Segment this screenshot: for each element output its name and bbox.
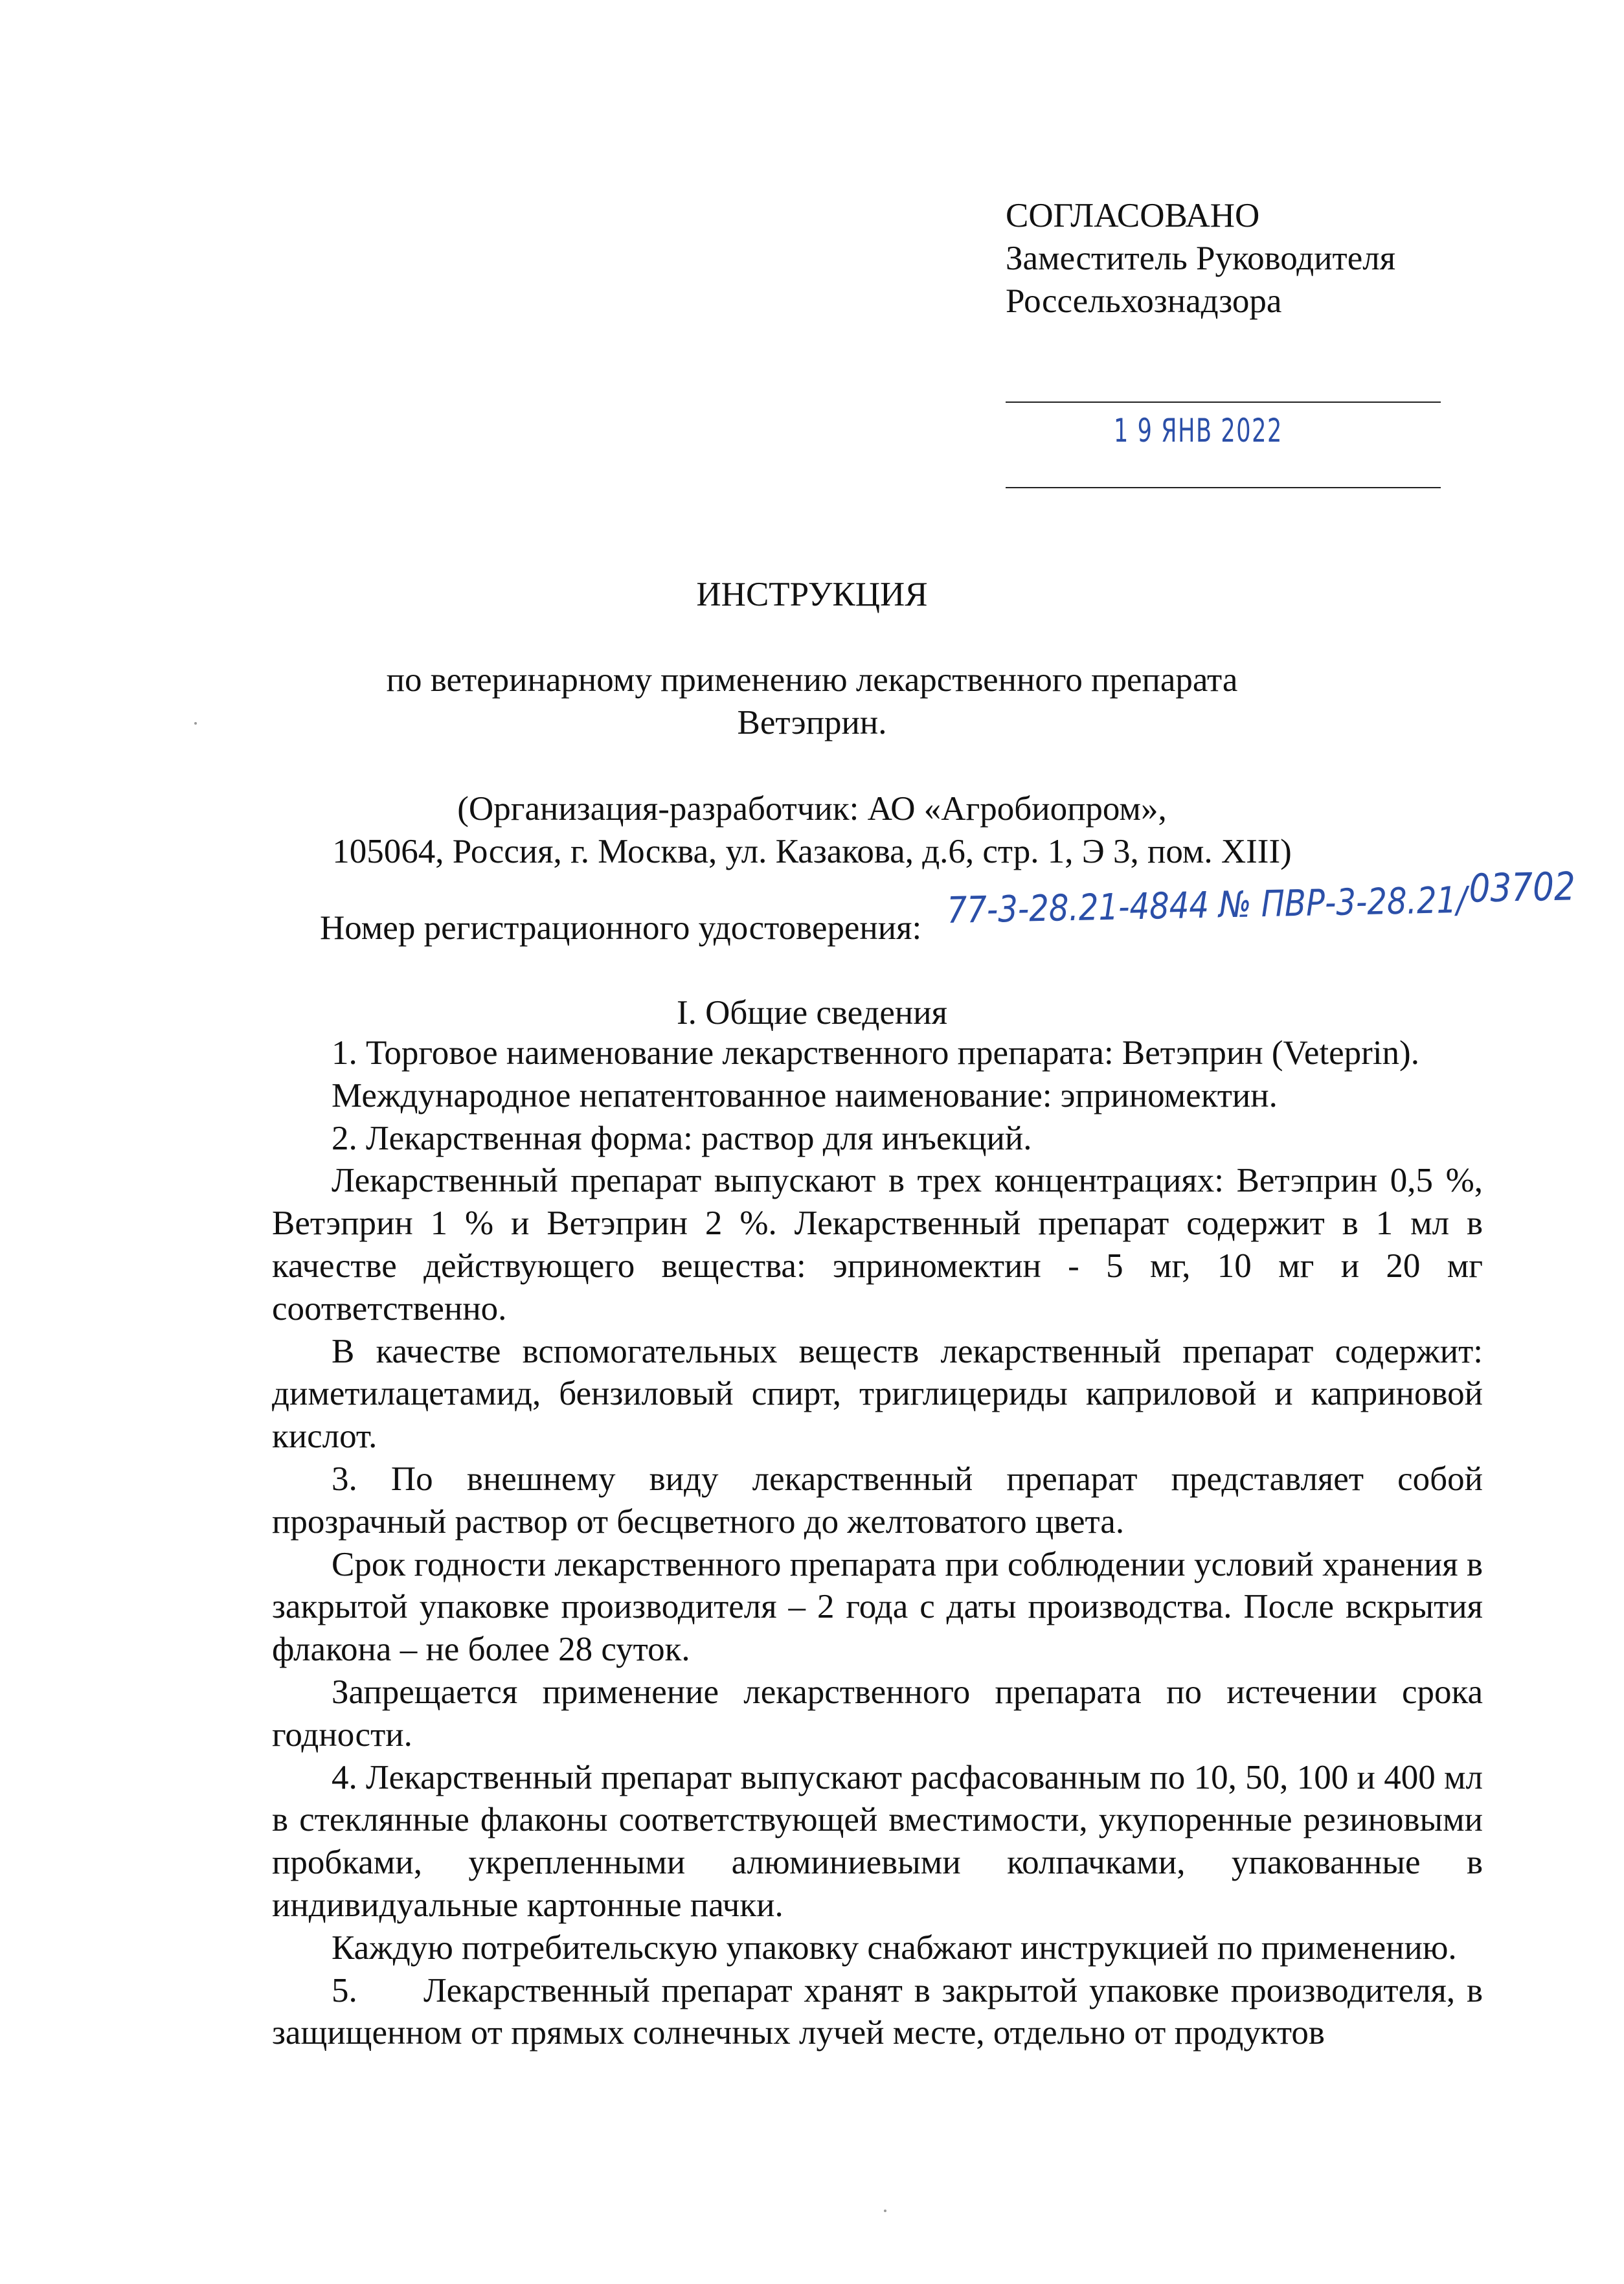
approval-organization: Россельхознадзора	[1006, 282, 1282, 320]
approval-block	[1006, 194, 1498, 322]
scan-speck	[884, 2210, 886, 2212]
developer-address: 105064, Россия, г. Москва, ул. Казакова, д.6, стр. 1, Э 3, пом. XIII)	[332, 833, 1292, 870]
section-title: I. Общие сведения	[677, 994, 947, 1032]
registration-number-tail: 03702	[1469, 864, 1576, 912]
paragraph-composition: Лекарственный препарат выпускают в трех концентрациях: Ветэприн 0,5 %, Ветэприн 1 % и Ветэприн 2 %. Лекарственный препарат содержит в 1 мл в качестве действующего вещества: эприномектин - 5 мг, 10 мг и 20 мг соответственно.	[272, 1162, 1483, 1328]
date-stamp: 1 9 ЯНВ 2022	[1114, 412, 1283, 449]
document-subtitle: по ветеринарному применению лекарственного препарата	[386, 661, 1238, 699]
approval-title: СОГЛАСОВАНО	[1006, 197, 1260, 234]
paragraph-shelf-life: Срок годности лекарственного препарата при соблюдении условий хранения в закрытой упаковке производителя – 2 года с даты производства. После вскрытия флакона – не более 28 суток.	[272, 1545, 1483, 1669]
paragraph-dosage-form: 2. Лекарственная форма: раствор для инъекций.	[332, 1119, 1032, 1157]
paragraph-storage	[272, 1970, 1483, 2055]
document-body	[272, 1032, 1483, 2055]
approval-position: Заместитель Руководителя	[1006, 240, 1396, 277]
paragraph-prohibition: Запрещается применение лекарственного препарата по истечении срока годности.	[272, 1673, 1483, 1754]
signature-line	[1006, 401, 1441, 403]
document-title: ИНСТРУКЦИЯ	[696, 576, 928, 613]
developer-organization: (Организация-разработчик: АО «Агробиопром»,	[457, 790, 1167, 828]
drug-name: Ветэприн.	[737, 704, 887, 741]
registration-label: Номер регистрационного удостоверения:	[320, 909, 922, 947]
registration-number: 77-3-28.21-4844 № ПВР-3-28.21/	[947, 879, 1467, 932]
paragraph-number: 5.	[332, 1971, 357, 2009]
signature-line-lower	[1006, 487, 1441, 488]
paragraph-appearance: 3. По внешнему виду лекарственный препарат представляет собой прозрачный раствор от бесцветного до желтоватого цвета.	[272, 1460, 1483, 1541]
scan-speck	[194, 722, 197, 725]
paragraph-trade-name: 1. Торговое наименование лекарственного препарата: Ветэприн (Veteprin).	[332, 1034, 1419, 1072]
paragraph-inn: Международное непатентованное наименование: эприномектин.	[332, 1076, 1278, 1114]
paragraph-packaging: 4. Лекарственный препарат выпускают расфасованным по 10, 50, 100 и 400 мл в стеклянные флаконы соответствующей вместимости, укупоренные резиновыми пробками, укрепленными алюминиевыми колпачками, упакованные в индивидуальные картонные пачки.	[272, 1758, 1483, 1924]
paragraph-instruction: Каждую потребительскую упаковку снабжают инструкцией по применению.	[332, 1928, 1457, 1967]
paragraph-excipients: В качестве вспомогательных веществ лекарственный препарат содержит: диметилацетамид, бензиловый спирт, триглицериды каприловой и каприновой кислот.	[272, 1332, 1483, 1456]
paragraph-storage-text: Лекарственный препарат хранят в закрытой упаковке производителя, в защищенном от прямых солнечных лучей месте, отдельно от продуктов	[272, 1971, 1483, 2052]
registration-number-handwritten	[947, 864, 1576, 933]
